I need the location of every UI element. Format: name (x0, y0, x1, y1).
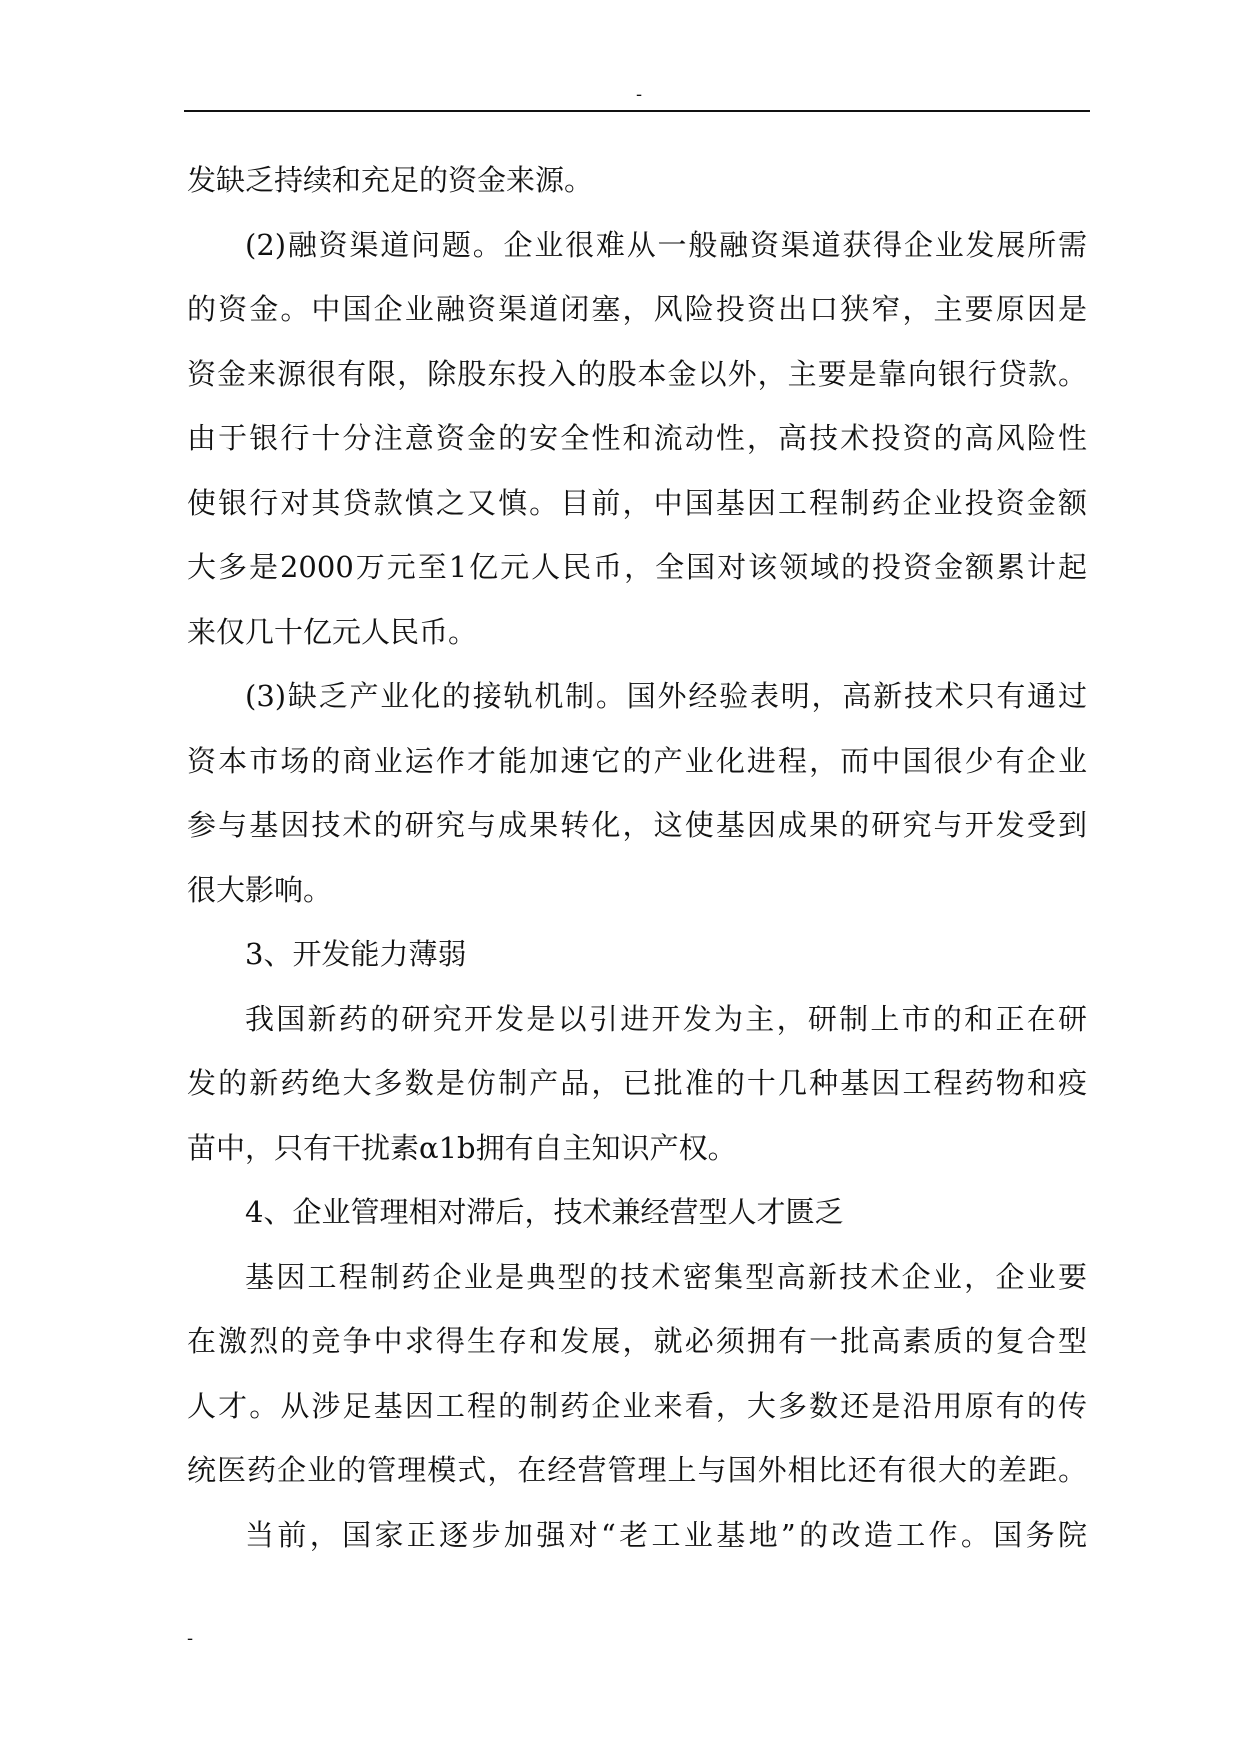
text-line: 参与基因技术的研究与成果转化，这使基因成果的研究与开发受到 (187, 808, 1087, 842)
text-line: 统医药企业的管理模式，在经营管理上与国外相比还有很大的差距。 (187, 1453, 1087, 1487)
header-rule (184, 110, 1090, 112)
header-mark: - (636, 84, 643, 105)
text-line: 很大影响。 (187, 872, 333, 907)
text-line: 发缺乏持续和充足的资金来源。 (187, 163, 594, 197)
text-line: 资本市场的商业运作才能加速它的产业化进程，而中国很少有企业 (187, 743, 1087, 778)
section-heading: 4、企业管理相对滞后，技术兼经营型人才匮乏 (245, 1195, 844, 1229)
text-line: 苗中，只有干扰素α1b拥有自主知识产权。 (187, 1130, 737, 1165)
text-line: 我国新药的研究开发是以引进开发为主，研制上市的和正在研 (245, 1001, 1087, 1036)
text-line: 来仅几十亿元人民币。 (187, 614, 478, 649)
text-line: (2)融资渠道问题。企业很难从一般融资渠道获得企业发展所需 (245, 227, 1087, 262)
document-body (187, 148, 1087, 1567)
text-line: 人才。从涉足基因工程的制药企业来看，大多数还是沿用原有的传 (187, 1388, 1087, 1423)
text-line: 使银行对其贷款慎之又慎。目前，中国基因工程制药企业投资金额 (187, 485, 1087, 520)
text-line: 资金来源很有限，除股东投入的股本金以外，主要是靠向银行贷款。 (187, 356, 1087, 391)
text-line: 当前，国家正逐步加强对“老工业基地”的改造工作。国务院 (245, 1517, 1087, 1552)
text-line: 在激烈的竞争中求得生存和发展，就必须拥有一批高素质的复合型 (187, 1324, 1087, 1358)
text-line: 由于银行十分注意资金的安全性和流动性，高技术投资的高风险性 (187, 421, 1087, 455)
text-line: 的资金。中国企业融资渠道闭塞，风险投资出口狭窄，主要原因是 (187, 292, 1087, 326)
section-heading: 3、开发能力薄弱 (245, 937, 467, 971)
text-line: 大多是2000万元至1亿元人民币，全国对该领域的投资金额累计起 (187, 550, 1087, 584)
text-line: 基因工程制药企业是典型的技术密集型高新技术企业，企业要 (245, 1259, 1087, 1294)
text-line: 发的新药绝大多数是仿制产品，已批准的十几种基因工程药物和疫 (187, 1066, 1087, 1100)
text-line: (3)缺乏产业化的接轨机制。国外经验表明，高新技术只有通过 (245, 679, 1087, 713)
footer-mark: - (187, 1628, 194, 1649)
